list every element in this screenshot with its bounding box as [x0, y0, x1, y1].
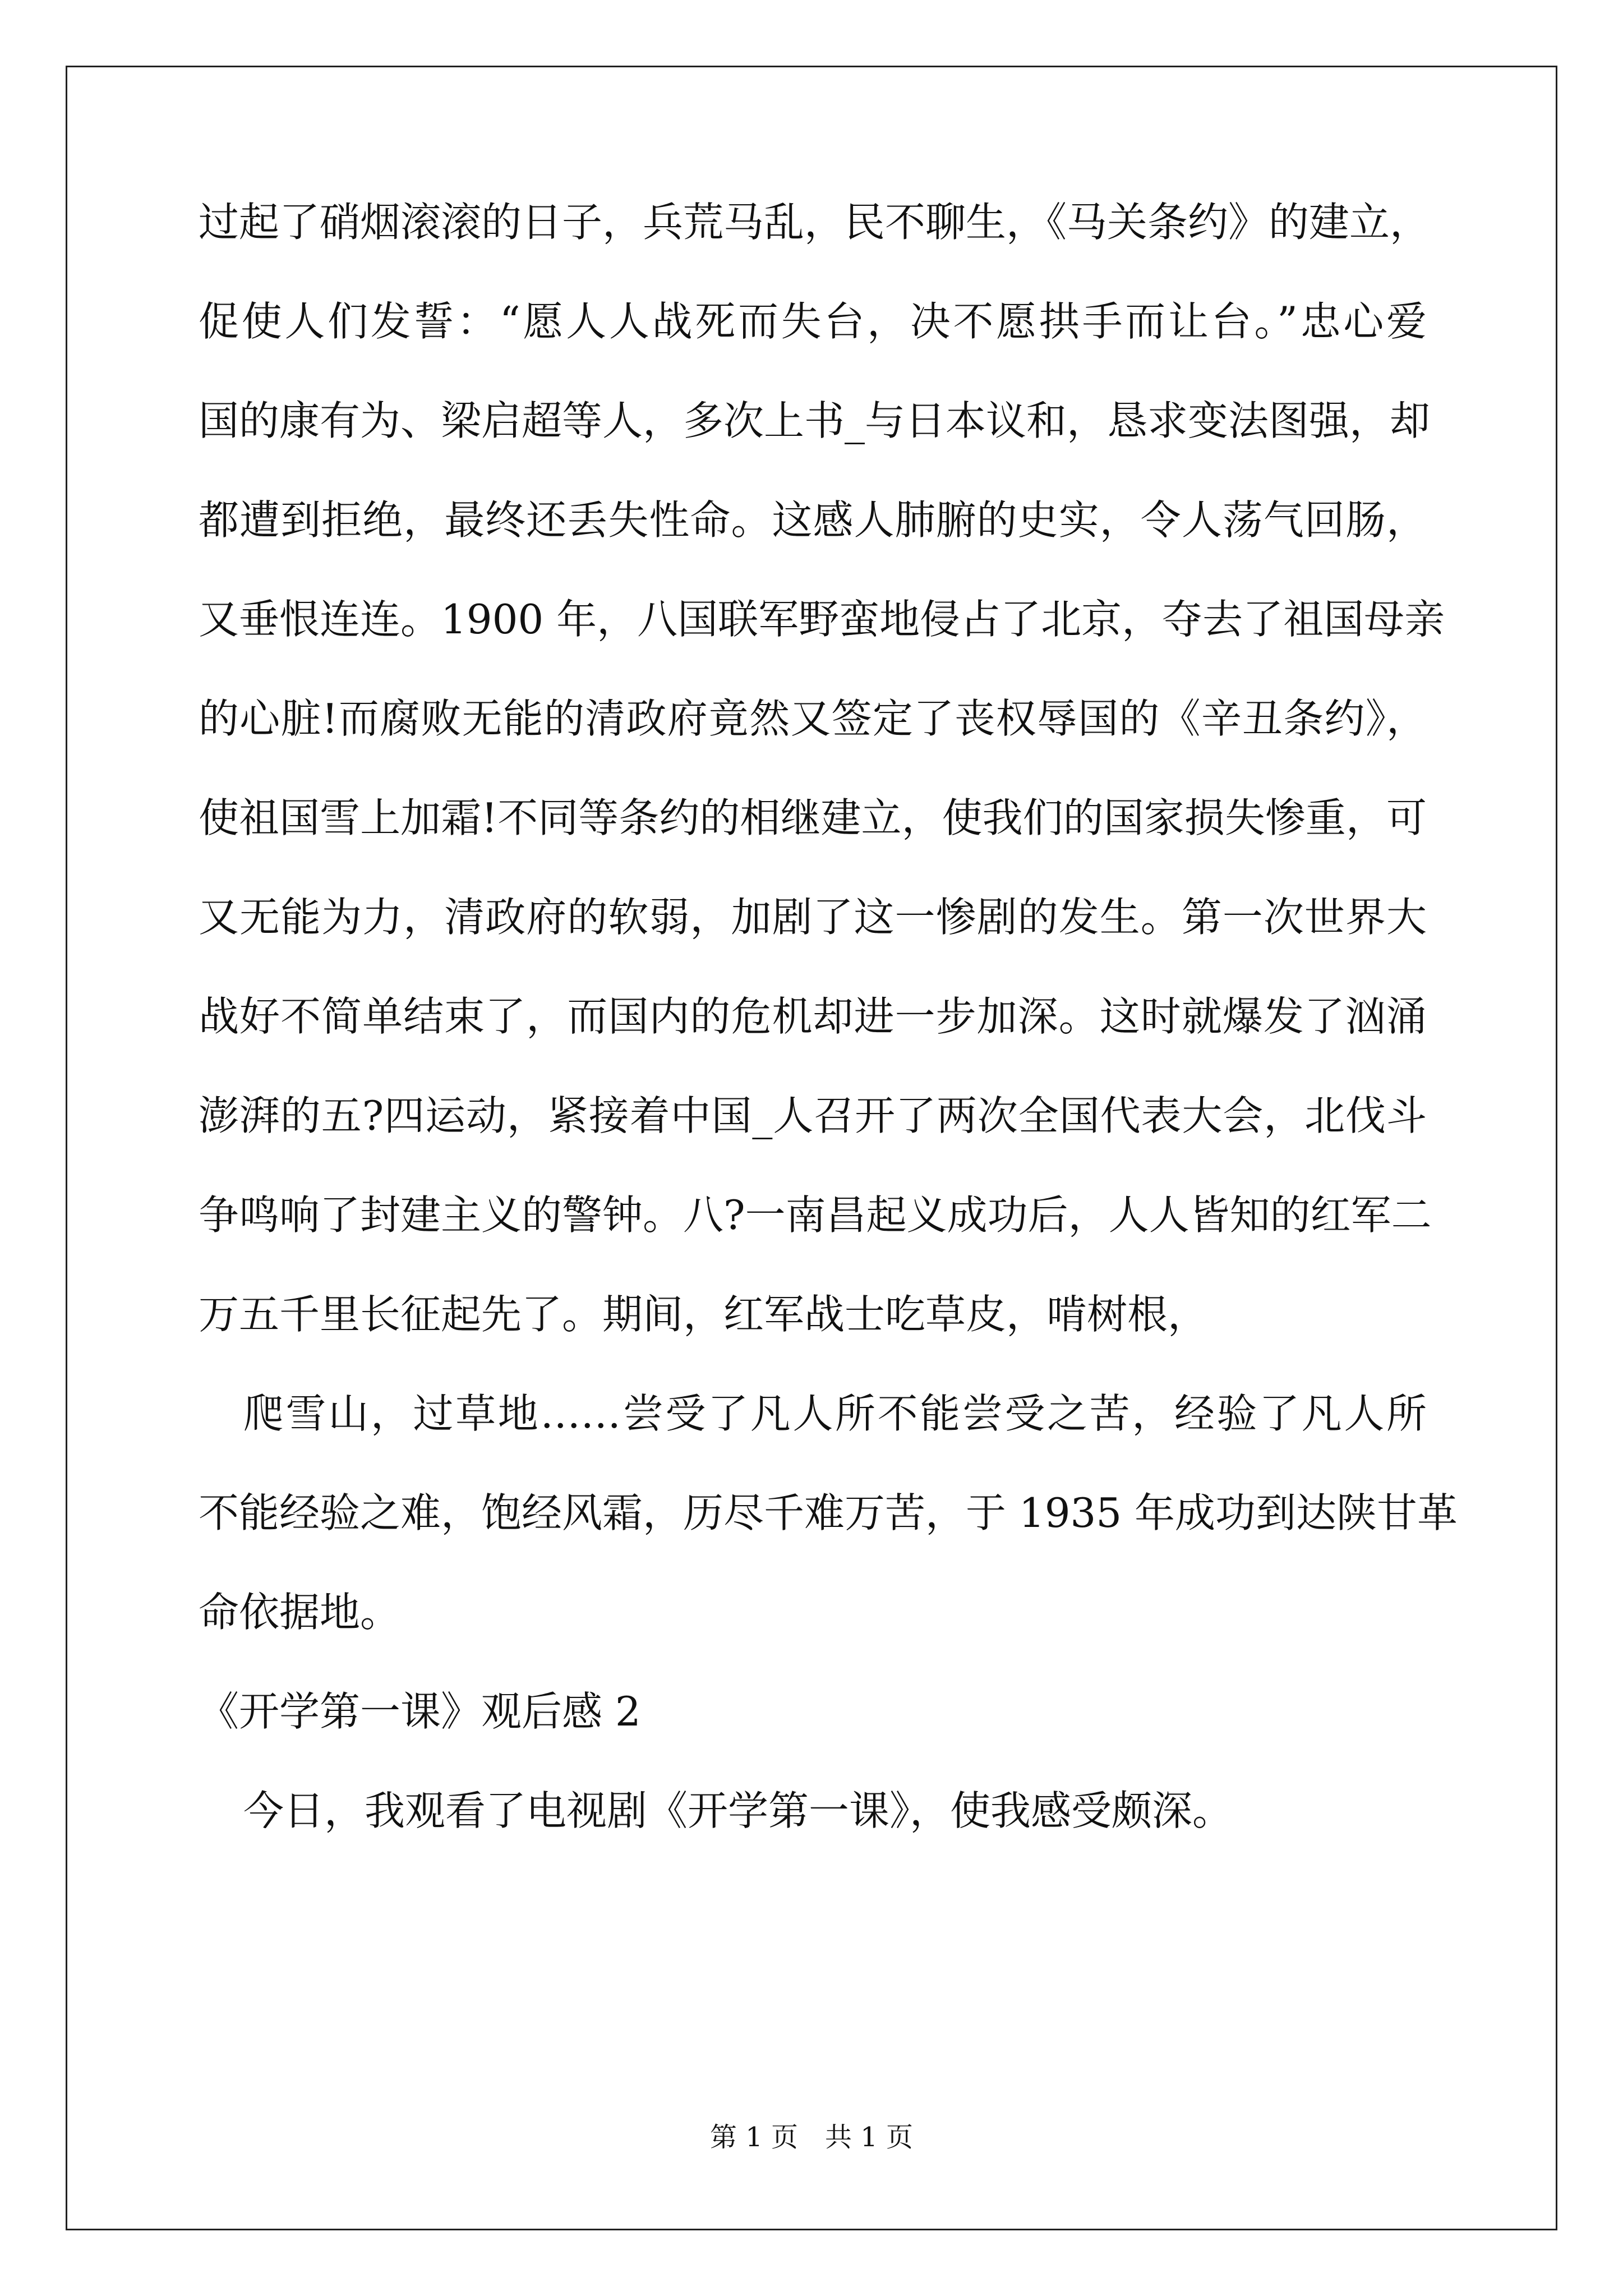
text-line: 过起了硝烟滚滚的日子，兵荒马乱，民不聊生，《马关条约》的建立， — [199, 199, 1431, 246]
text-line: 使祖国雪上加霜!不同等条约的相继建立，使我们的国家损失惨重，可 — [199, 794, 1427, 841]
text-line: 命依据地。 — [199, 1589, 401, 1636]
text-line: 战好不简单结束了，而国内的危机却进一步加深。这时就爆发了汹涌 — [199, 993, 1427, 1040]
document-body — [199, 199, 1458, 1890]
text-line: 今日，我观看了电视剧《开学第一课》，使我感受颇深。 — [243, 1787, 1233, 1834]
text-line: 都遭到拒绝，最终还丢失性命。这感人肺腑的史实，令人荡气回肠， — [199, 496, 1427, 544]
text-line: 又无能为力，清政府的软弱，加剧了这一惨剧的发生。第一次世界大 — [199, 894, 1427, 941]
text-line: 促使人们发誓：“愿人人战死而失台，决不愿拱手而让台。”忠心爱 — [199, 298, 1427, 345]
text-line: 澎湃的五?四运动，紧接着中国_人召开了两次全国代表大会，北伐斗 — [199, 1092, 1427, 1139]
text-line: 争鸣响了封建主义的警钟。八?一南昌起义成功后，人人皆知的红军二 — [199, 1191, 1432, 1239]
text-line: 的心脏!而腐败无能的清政府竟然又签定了丧权辱国的《辛丑条约》， — [199, 695, 1427, 742]
text-line: 国的康有为、梁启超等人，多次上书_与日本议和，恳求变法图强，却 — [199, 397, 1431, 444]
text-line: 爬雪山，过草地……尝受了凡人所不能尝受之苦，经验了凡人所 — [243, 1390, 1427, 1437]
text-line: 万五千里长征起先了。期间，红军战士吃草皮，啃树根， — [199, 1291, 1209, 1338]
page-number-footer: 第 1 页 共 1 页 — [709, 2122, 914, 2153]
text-line: 不能经验之难，饱经风霜，历尽千难万苦，于 1935 年成功到达陕甘革 — [199, 1489, 1458, 1536]
text-line: 又垂恨连连。1900 年，八国联军野蛮地侵占了北京，夺去了祖国母亲 — [199, 596, 1445, 643]
paragraph — [199, 199, 1445, 1393]
paragraph — [199, 1787, 1427, 1890]
paragraph — [199, 1390, 1458, 1691]
section-title: 《开学第一课》观后感 2 — [199, 1688, 641, 1735]
